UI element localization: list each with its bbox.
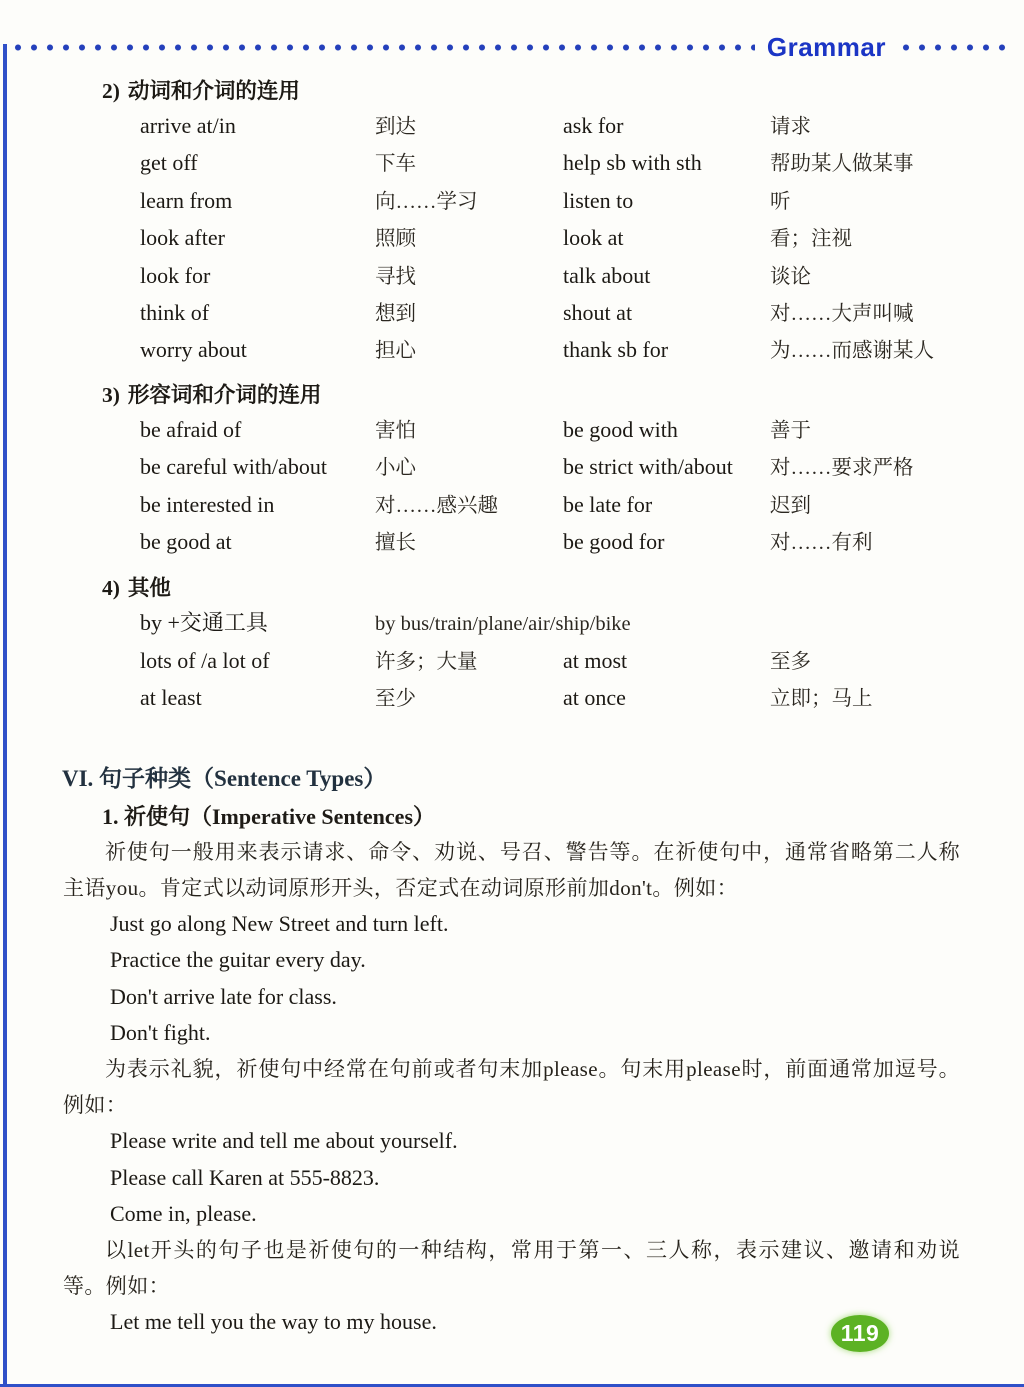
section-number: 4) — [102, 576, 120, 601]
vocab-row — [140, 108, 984, 145]
vocab-row — [140, 449, 984, 486]
phrase-english: be good at — [140, 529, 232, 555]
example-sentence: Practice the guitar every day. — [110, 947, 366, 973]
example-sentences-group-2 — [110, 1123, 960, 1232]
vocab-row — [140, 295, 984, 332]
phrase-english: shout at — [563, 300, 633, 326]
phrase-chinese: 对……有利 — [770, 532, 873, 555]
section-title: 形容词和介词的连用 — [127, 382, 322, 407]
phrase-chinese: 听 — [770, 190, 791, 213]
phrase-english: be good with — [563, 416, 678, 442]
phrase-chinese: 到达 — [375, 116, 416, 138]
phrase-english: lots of /a lot of — [140, 647, 270, 673]
phrase-english: at most — [563, 647, 628, 673]
phrase-chinese: 想到 — [375, 303, 416, 326]
phrase-english: at once — [563, 685, 626, 711]
example-sentence: Please call Karen at 555-8823. — [110, 1164, 380, 1190]
phrase-chinese: 对……要求严格 — [770, 457, 914, 480]
phrase-chinese: by bus/train/plane/air/ship/bike — [375, 613, 631, 636]
paragraph-imperative-intro: 祈使句一般用来表示请求、命令、劝说、号召、警告等。在祈使句中，通常省略第二人称主语you。肯定式以动词原形开头，否定式在动词原形前加don't。例如： — [63, 839, 960, 900]
phrase-english: at least — [140, 685, 202, 711]
dotted-line-trailing — [898, 43, 1010, 52]
vocab-row — [140, 145, 984, 182]
vocab-row — [140, 220, 984, 257]
example-sentence: Let me tell you the way to my house. — [110, 1309, 437, 1335]
vocab-row — [140, 524, 984, 561]
section-number: 2) — [102, 79, 120, 103]
phrase-english: arrive at/in — [140, 113, 236, 138]
vocab-section-others — [102, 571, 984, 717]
phrase-chinese: 对……大声叫喊 — [770, 303, 914, 326]
page-number: 119 — [840, 1320, 880, 1346]
phrase-english: be late for — [563, 491, 653, 517]
example-sentence: Don't fight. — [110, 1019, 211, 1045]
vocab-row — [140, 183, 984, 220]
phrase-chinese: 至少 — [375, 688, 416, 711]
vocab-rows — [140, 605, 984, 717]
vocab-rows — [140, 108, 984, 370]
paragraph-let-usage: 以let开头的句子也是祈使句的一种结构，常用于第一、三人称，表示建议、邀请和劝说等。例如： — [63, 1237, 960, 1299]
phrase-chinese: 害怕 — [375, 419, 416, 442]
phrase-english: be interested in — [140, 491, 275, 517]
vocab-row — [140, 412, 984, 449]
vocab-row — [140, 487, 984, 524]
phrase-english: thank sb for — [563, 337, 669, 363]
phrase-english: listen to — [563, 187, 634, 213]
phrase-chinese: 寻找 — [375, 265, 416, 288]
phrase-chinese: 担心 — [375, 340, 416, 363]
phrase-chinese: 立即；马上 — [770, 688, 873, 711]
page-header — [0, 0, 1024, 60]
section-number: 3) — [102, 382, 120, 407]
phrase-chinese: 请求 — [770, 116, 811, 138]
example-sentence: Don't arrive late for class. — [110, 983, 337, 1009]
vocab-section-verbs-prepositions — [102, 74, 984, 370]
phrase-english: be careful with/about — [140, 454, 327, 480]
phrase-english: be afraid of — [140, 416, 242, 442]
section-title: 其他 — [127, 576, 171, 601]
page-header-title: Grammar — [766, 32, 886, 62]
phrase-english: help sb with sth — [563, 150, 702, 176]
paragraph-please-usage: 为表示礼貌，祈使句中经常在句前或者句末加please。句末用please时，前面通常加逗号。例如： — [63, 1056, 960, 1118]
vocab-row — [140, 332, 984, 369]
vocab-row — [140, 643, 984, 680]
dotted-line-leading — [10, 43, 755, 52]
phrase-english: look for — [140, 262, 211, 288]
sentence-types-heading: VI. 句子种类（Sentence Types） — [62, 765, 387, 791]
phrase-chinese: 许多；大量 — [375, 650, 478, 673]
phrase-english: be strict with/about — [563, 454, 733, 480]
phrase-english: think of — [140, 300, 210, 326]
example-sentence: Just go along New Street and turn left. — [110, 911, 449, 937]
example-sentence: Come in, please. — [110, 1200, 257, 1226]
phrase-chinese: 迟到 — [770, 494, 811, 517]
phrase-chinese: 对……感兴趣 — [375, 494, 498, 517]
phrase-chinese: 看；注视 — [770, 228, 852, 251]
section-heading — [102, 378, 984, 412]
phrase-english: ask for — [563, 113, 624, 138]
phrase-chinese: 照顾 — [375, 228, 416, 251]
phrase-english: look at — [563, 225, 624, 251]
vocab-rows — [140, 412, 984, 562]
section-heading — [102, 74, 984, 108]
example-sentence: Please write and tell me about yourself. — [110, 1128, 458, 1154]
phrase-chinese: 善于 — [770, 419, 811, 442]
imperative-sentences-subheading: 1. 祈使句（Imperative Sentences） — [102, 803, 436, 829]
page-number-badge — [831, 1315, 889, 1352]
phrase-english: look after — [140, 225, 225, 251]
phrase-chinese: 为……而感谢某人 — [770, 340, 934, 363]
left-margin-rule — [3, 44, 7, 1387]
vocab-row — [140, 605, 984, 642]
vocab-section-adjectives-prepositions — [102, 378, 984, 562]
phrase-chinese: 擅长 — [375, 532, 416, 555]
phrase-chinese: 向……学习 — [375, 190, 478, 213]
vocab-row — [140, 680, 984, 717]
phrase-english: worry about — [140, 337, 247, 363]
phrase-english: by +交通工具 — [140, 610, 268, 636]
phrase-chinese: 谈论 — [770, 265, 811, 288]
section-heading — [102, 571, 984, 605]
phrase-english: talk about — [563, 262, 651, 288]
phrase-chinese: 下车 — [375, 153, 416, 176]
vocab-row — [140, 258, 984, 295]
phrase-english: learn from — [140, 187, 233, 213]
phrase-english: get off — [140, 150, 198, 176]
phrase-chinese: 至多 — [770, 650, 811, 673]
section-title: 动词和介词的连用 — [127, 79, 300, 103]
phrase-english: be good for — [563, 529, 665, 555]
phrase-chinese: 小心 — [375, 457, 416, 480]
example-sentences-group-1 — [110, 906, 960, 1051]
phrase-chinese: 帮助某人做某事 — [770, 153, 914, 176]
